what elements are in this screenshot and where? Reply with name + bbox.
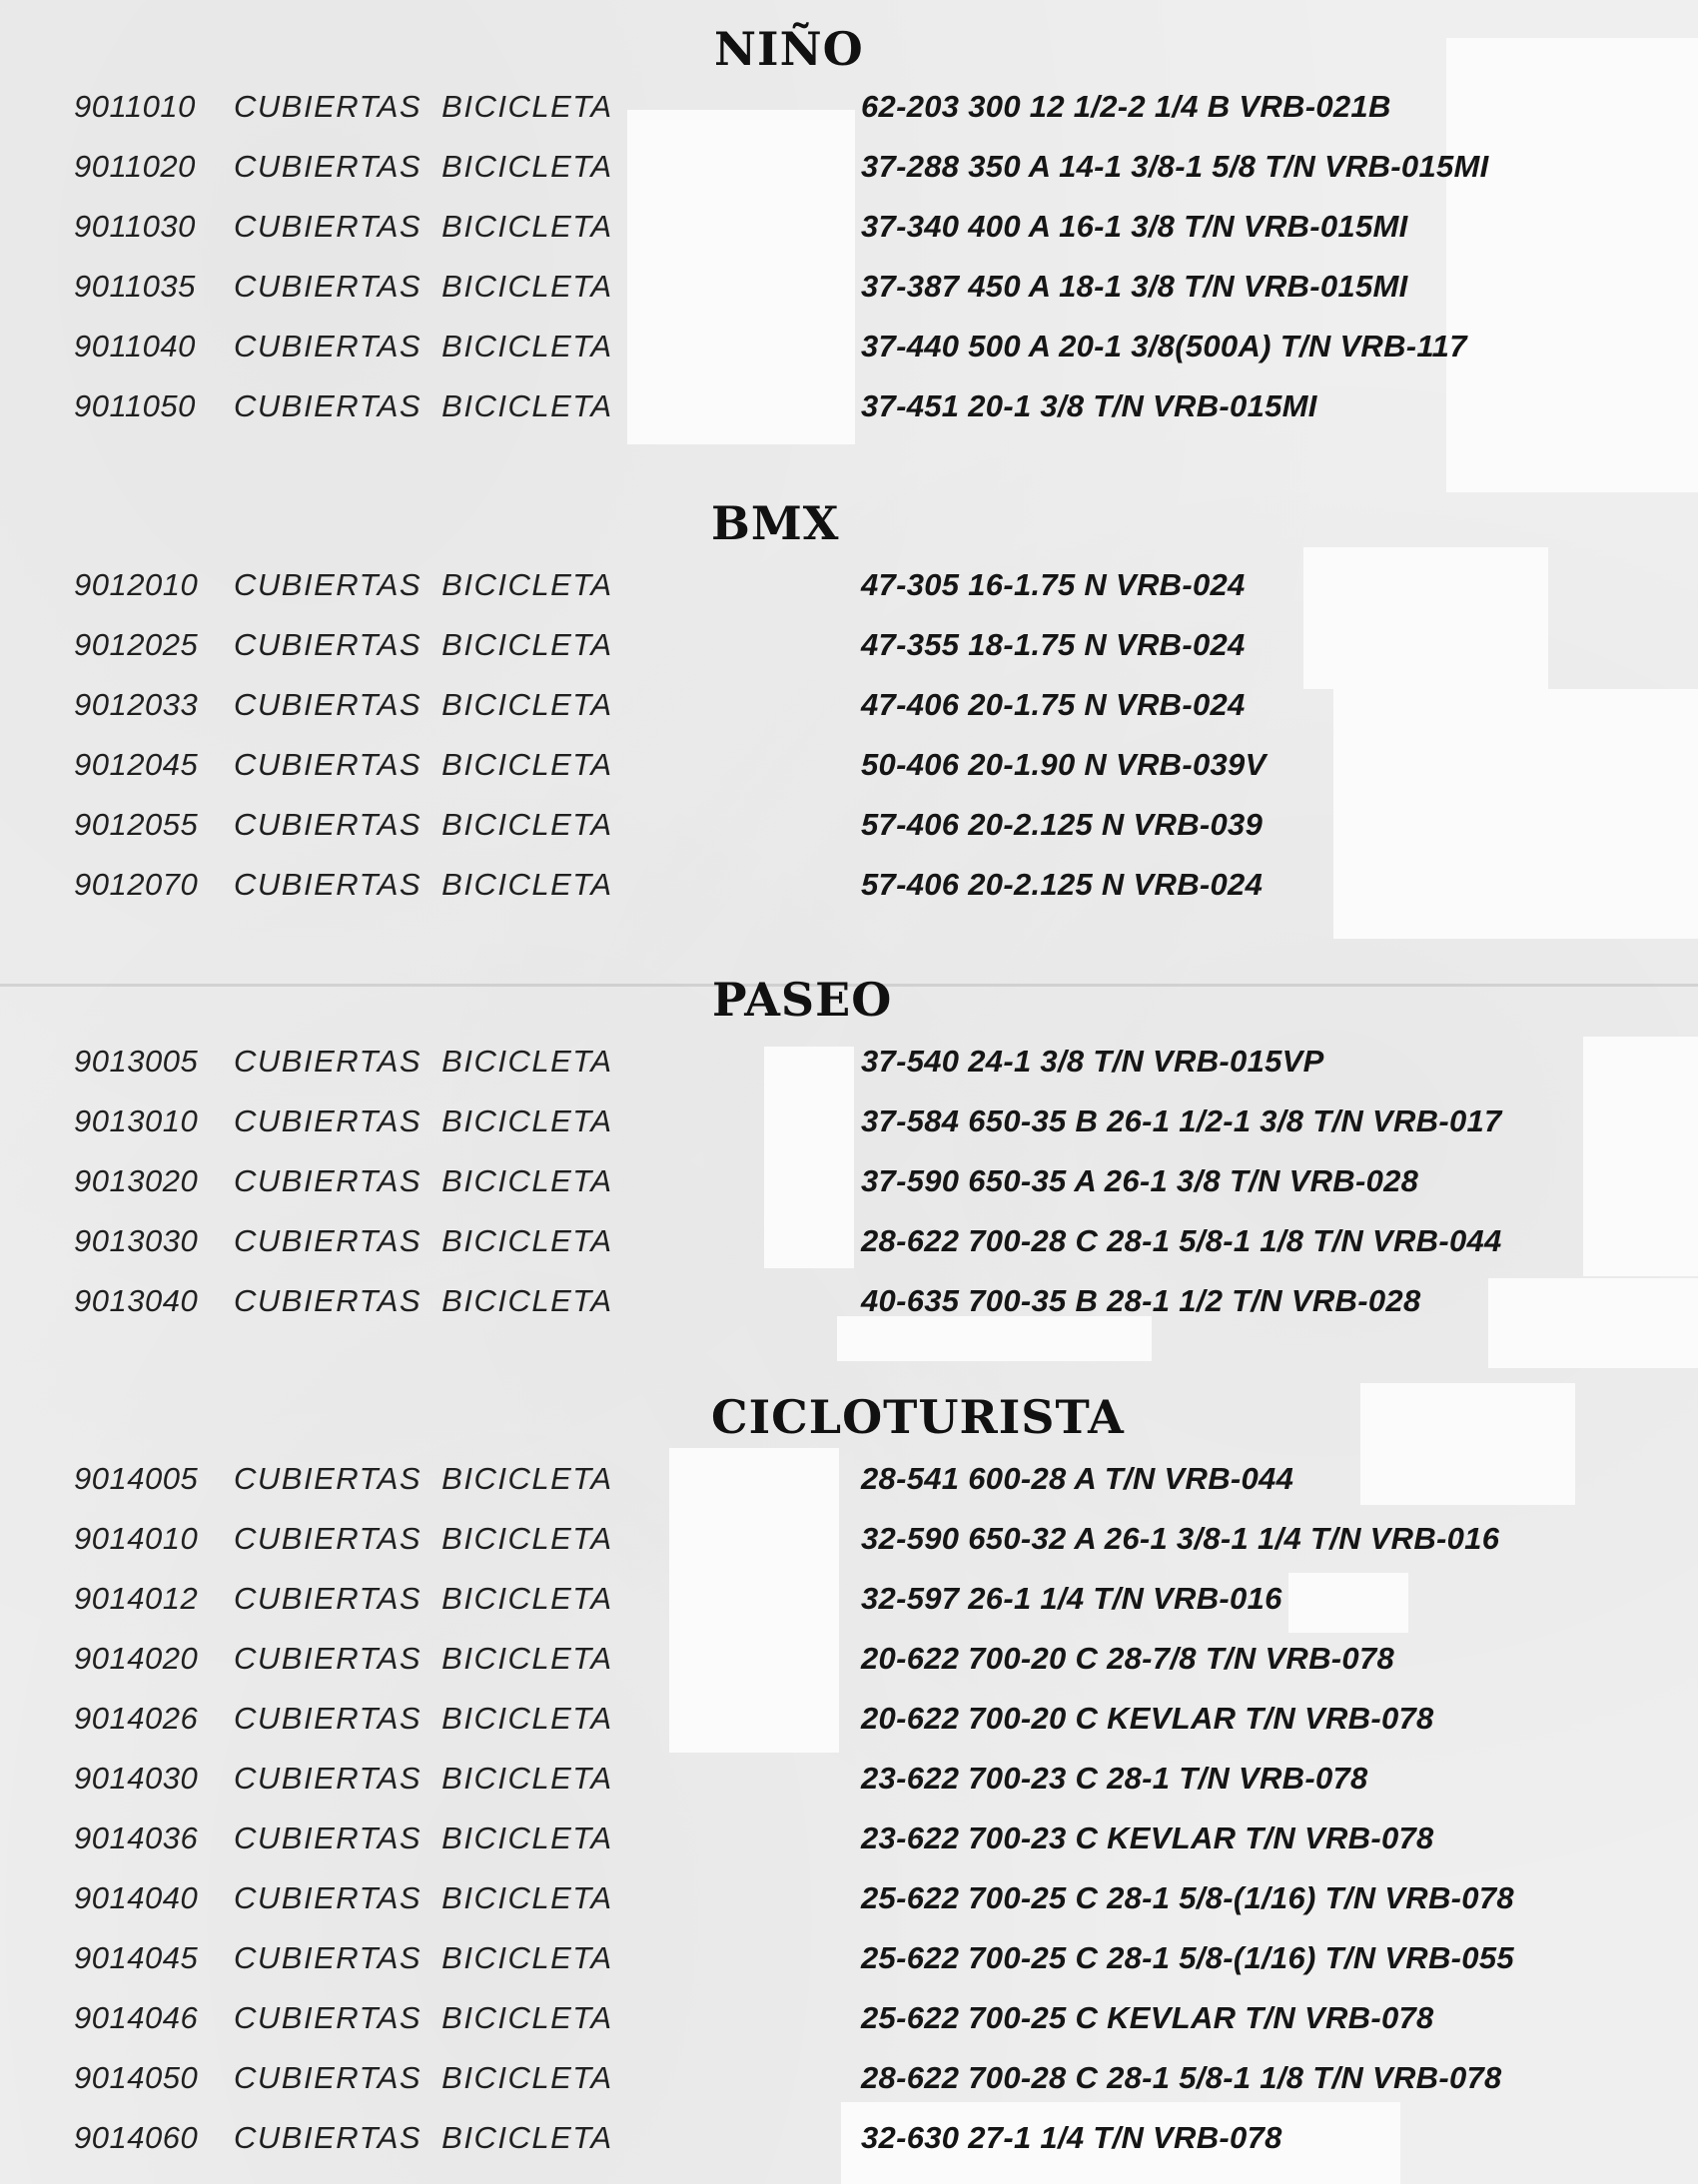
- table-row: [0, 1868, 1698, 1928]
- section-title: NIÑO: [714, 22, 864, 76]
- product-description: CUBIERTAS BICICLETA: [234, 1461, 613, 1496]
- product-code: 9014045: [74, 1940, 199, 1975]
- product-code: 9014046: [74, 2000, 199, 2035]
- product-description: CUBIERTAS BICICLETA: [234, 1581, 613, 1616]
- product-description: CUBIERTAS BICICLETA: [234, 1163, 613, 1198]
- tire-spec: 23-622 700-23 C KEVLAR T/N VRB-078: [861, 1820, 1434, 1855]
- table-row: [0, 77, 1698, 137]
- table-row: [0, 376, 1698, 436]
- tire-spec: 25-622 700-25 C KEVLAR T/N VRB-078: [861, 2000, 1434, 2035]
- table-row: [0, 2048, 1698, 2108]
- tire-spec: 32-597 26-1 1/4 T/N VRB-016: [861, 1581, 1282, 1616]
- tire-spec: 20-622 700-20 C KEVLAR T/N VRB-078: [861, 1701, 1434, 1736]
- product-code: 9013005: [74, 1044, 199, 1079]
- product-code: 9011020: [74, 149, 196, 184]
- product-code: 9014012: [74, 1581, 199, 1616]
- tire-spec: 57-406 20-2.125 N VRB-024: [861, 867, 1264, 902]
- product-description: CUBIERTAS BICICLETA: [234, 149, 613, 184]
- product-description: CUBIERTAS BICICLETA: [234, 627, 613, 662]
- product-description: CUBIERTAS BICICLETA: [234, 1880, 613, 1915]
- tire-spec: 47-406 20-1.75 N VRB-024: [861, 687, 1246, 722]
- table-row: [0, 317, 1698, 376]
- table-row: [0, 1151, 1698, 1211]
- tire-spec: 25-622 700-25 C 28-1 5/8-(1/16) T/N VRB-078: [861, 1880, 1514, 1915]
- product-description: CUBIERTAS BICICLETA: [234, 2060, 613, 2095]
- table-row: [0, 615, 1698, 675]
- product-description: CUBIERTAS BICICLETA: [234, 1223, 613, 1258]
- product-code: 9012070: [74, 867, 199, 902]
- table-row: [0, 1809, 1698, 1868]
- product-description: CUBIERTAS BICICLETA: [234, 747, 613, 782]
- product-code: 9011035: [74, 269, 196, 304]
- product-description: CUBIERTAS BICICLETA: [234, 388, 613, 423]
- product-code: 9011040: [74, 329, 196, 364]
- product-code: 9014060: [74, 2120, 199, 2155]
- product-code: 9012010: [74, 567, 199, 602]
- product-code: 9012055: [74, 807, 199, 842]
- table-row: [0, 735, 1698, 795]
- tire-spec: 23-622 700-23 C 28-1 T/N VRB-078: [861, 1761, 1368, 1796]
- table-row: [0, 2108, 1698, 2168]
- table-row: [0, 1569, 1698, 1629]
- table-row: [0, 855, 1698, 915]
- product-code: 9014050: [74, 2060, 199, 2095]
- product-description: CUBIERTAS BICICLETA: [234, 1761, 613, 1796]
- tire-spec: 28-622 700-28 C 28-1 5/8-1 1/8 T/N VRB-044: [861, 1223, 1502, 1258]
- product-code: 9014026: [74, 1701, 199, 1736]
- section-title: PASEO: [712, 973, 893, 1027]
- section-title: BMX: [711, 496, 840, 550]
- tire-spec: 47-305 16-1.75 N VRB-024: [861, 567, 1246, 602]
- product-description: CUBIERTAS BICICLETA: [234, 1940, 613, 1975]
- table-row: [0, 197, 1698, 257]
- product-code: 9013030: [74, 1223, 199, 1258]
- product-description: CUBIERTAS BICICLETA: [234, 1283, 613, 1318]
- product-description: CUBIERTAS BICICLETA: [234, 807, 613, 842]
- product-description: CUBIERTAS BICICLETA: [234, 1701, 613, 1736]
- product-code: 9013010: [74, 1103, 199, 1138]
- table-row: [0, 1629, 1698, 1689]
- tire-spec: 37-387 450 A 18-1 3/8 T/N VRB-015MI: [861, 269, 1408, 304]
- product-description: CUBIERTAS BICICLETA: [234, 1103, 613, 1138]
- section-title: CICLOTURISTA: [711, 1390, 1125, 1444]
- product-code: 9011050: [74, 388, 196, 423]
- table-row: [0, 1749, 1698, 1809]
- table-row: [0, 1509, 1698, 1569]
- table-row: [0, 795, 1698, 855]
- tire-spec: 37-590 650-35 A 26-1 3/8 T/N VRB-028: [861, 1163, 1419, 1198]
- tire-spec: 20-622 700-20 C 28-7/8 T/N VRB-078: [861, 1641, 1395, 1676]
- table-row: [0, 1092, 1698, 1151]
- table-row: [0, 257, 1698, 317]
- product-description: CUBIERTAS BICICLETA: [234, 2120, 613, 2155]
- product-code: 9011030: [74, 209, 196, 244]
- table-row: [0, 675, 1698, 735]
- tire-spec: 37-440 500 A 20-1 3/8(500A) T/N VRB-117: [861, 329, 1467, 364]
- product-code: 9014005: [74, 1461, 199, 1496]
- product-description: CUBIERTAS BICICLETA: [234, 687, 613, 722]
- table-row: [0, 137, 1698, 197]
- tire-spec: 62-203 300 12 1/2-2 1/4 B VRB-021B: [861, 89, 1391, 124]
- table-row: [0, 1689, 1698, 1749]
- product-code: 9013020: [74, 1163, 199, 1198]
- product-code: 9012033: [74, 687, 199, 722]
- tire-spec: 25-622 700-25 C 28-1 5/8-(1/16) T/N VRB-055: [861, 1940, 1514, 1975]
- product-description: CUBIERTAS BICICLETA: [234, 867, 613, 902]
- product-code: 9013040: [74, 1283, 199, 1318]
- product-description: CUBIERTAS BICICLETA: [234, 209, 613, 244]
- product-description: CUBIERTAS BICICLETA: [234, 269, 613, 304]
- table-row: [0, 1032, 1698, 1092]
- table-row: [0, 1928, 1698, 1988]
- tire-spec: 28-622 700-28 C 28-1 5/8-1 1/8 T/N VRB-078: [861, 2060, 1502, 2095]
- table-row: [0, 1271, 1698, 1331]
- product-description: CUBIERTAS BICICLETA: [234, 2000, 613, 2035]
- product-code: 9014020: [74, 1641, 199, 1676]
- tire-spec: 37-584 650-35 B 26-1 1/2-1 3/8 T/N VRB-017: [861, 1103, 1502, 1138]
- tire-spec: 50-406 20-1.90 N VRB-039V: [861, 747, 1267, 782]
- product-description: CUBIERTAS BICICLETA: [234, 89, 613, 124]
- product-code: 9012045: [74, 747, 199, 782]
- tire-spec: 28-541 600-28 A T/N VRB-044: [861, 1461, 1294, 1496]
- tire-spec: 37-540 24-1 3/8 T/N VRB-015VP: [861, 1044, 1324, 1079]
- product-code: 9011010: [74, 89, 196, 124]
- product-description: CUBIERTAS BICICLETA: [234, 329, 613, 364]
- product-code: 9014040: [74, 1880, 199, 1915]
- table-row: [0, 1211, 1698, 1271]
- tire-spec: 32-590 650-32 A 26-1 3/8-1 1/4 T/N VRB-016: [861, 1521, 1500, 1556]
- product-description: CUBIERTAS BICICLETA: [234, 567, 613, 602]
- table-row: [0, 1449, 1698, 1509]
- tire-spec: 47-355 18-1.75 N VRB-024: [861, 627, 1246, 662]
- tire-spec: 40-635 700-35 B 28-1 1/2 T/N VRB-028: [861, 1283, 1421, 1318]
- product-code: 9012025: [74, 627, 199, 662]
- tire-spec: 57-406 20-2.125 N VRB-039: [861, 807, 1264, 842]
- table-row: [0, 1988, 1698, 2048]
- product-code: 9014010: [74, 1521, 199, 1556]
- tire-spec: 37-451 20-1 3/8 T/N VRB-015MI: [861, 388, 1317, 423]
- product-description: CUBIERTAS BICICLETA: [234, 1044, 613, 1079]
- table-row: [0, 555, 1698, 615]
- tire-spec: 37-288 350 A 14-1 3/8-1 5/8 T/N VRB-015MI: [861, 149, 1489, 184]
- product-code: 9014036: [74, 1820, 199, 1855]
- product-description: CUBIERTAS BICICLETA: [234, 1820, 613, 1855]
- product-description: CUBIERTAS BICICLETA: [234, 1521, 613, 1556]
- product-code: 9014030: [74, 1761, 199, 1796]
- tire-spec: 32-630 27-1 1/4 T/N VRB-078: [861, 2120, 1282, 2155]
- tire-spec: 37-340 400 A 16-1 3/8 T/N VRB-015MI: [861, 209, 1408, 244]
- product-description: CUBIERTAS BICICLETA: [234, 1641, 613, 1676]
